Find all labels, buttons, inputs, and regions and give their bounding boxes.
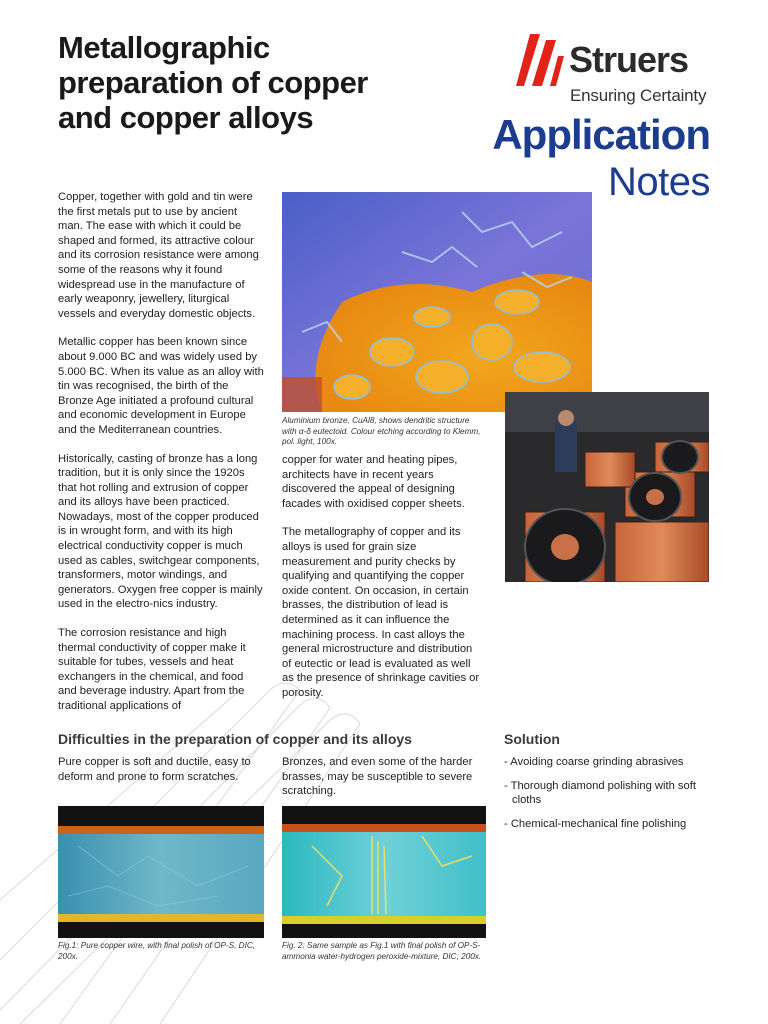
copper-cable-spools-photo: [505, 392, 709, 582]
metallography-paragraph: The metallography of copper and its alloys is used for grain size measurement and purity checks by qualifying and quantifying the copper oxide content. On occasion, in certain brasses, the distribution of lead is determined as it can influence the machining process. In cast alloys the general microstructure and distribution of eutectic or lead is evaluated as well as the presence of shrinkage cavities or porosity.: [282, 526, 480, 699]
brand-name: Struers: [569, 39, 689, 80]
intro-paragraph: Copper, together with gold and tin were the first metals put to use by ancient man. The ease with which it could be shaped and formed, its attractive colour and its corrosion resistance were among some of the reasons why it found widespread use in the manufacture of early weaponry, jewellery, liturgical vessels and everyday domestic objects.: [58, 191, 259, 320]
page-title: [58, 30, 438, 135]
micrograph-caption: Aluminium bronze, CuAl8, shows dendritic structure with α-δ eutectoid. Colour etching according to Klemm, pol. light, 100x.: [282, 416, 481, 446]
history-paragraph: Metallic copper has been known since about 9.000 BC and was widely used by 5.000 BC. When its value as an alloy with tin was recognised, the birth of the Bronze Age initiated a profound cultural and economic development in Europe and the Mediterranean countries.: [58, 336, 264, 436]
fig1-caption: Fig.1: Pure copper wire, with final polish of OP-S, DIC, 200x.: [58, 941, 256, 961]
bronze-paragraph: Historically, casting of bronze has a long tradition, but it is only since the 1920s that hot rolling and extrusion of copper and its alloys have been practiced. Nowadays, most of the copper produced is in wrought form, and with its high electrical conductivity copper is much used as cables, switchgear components, transformers, motor windings, and generators. Oxygen free copper is mainly used in the electro-nics industry.: [58, 452, 263, 611]
aluminium-bronze-micrograph: [282, 192, 592, 412]
intro-column: [58, 190, 264, 714]
metallography-column: [282, 453, 482, 701]
title-line-1: Metallographic: [58, 30, 270, 65]
solution-item: - Avoiding coarse grinding abrasives: [504, 756, 684, 768]
solution-list: [504, 755, 709, 840]
title-line-3: and copper alloys: [58, 100, 314, 135]
fig2-etched-copper-micrograph: [282, 806, 486, 938]
corrosion-paragraph: The corrosion resistance and high thermal conductivity of copper make it suitable for tubes, vessels and heat exchangers in the chemical, and food and beverage industry. Apart from the traditional applications of: [58, 627, 246, 712]
series-title-notes: Notes: [608, 160, 710, 204]
facades-paragraph: copper for water and heating pipes, architects have in recent years discovered the appeal of designing facades with oxidised copper sheets.: [282, 454, 465, 510]
struers-logo-icon: [516, 34, 564, 86]
difficulties-heading: Difficulties in the preparation of copper and its alloys: [58, 731, 412, 747]
brand-tagline: Ensuring Certainty: [570, 86, 707, 105]
solution-item: - Thorough diamond polishing with soft cloths: [504, 779, 696, 807]
title-line-2: preparation of copper: [58, 65, 368, 100]
fig2-caption: Fig. 2: Same sample as Fig.1 with final polish of OP-S-ammonia water-hydrogen peroxide-mixture, DIC, 200x.: [282, 941, 482, 961]
pure-copper-text: Pure copper is soft and ductile, easy to deform and prone to form scratches.: [58, 756, 251, 783]
fig1-pure-copper-micrograph: [58, 806, 264, 938]
solution-item: - Chemical-mechanical fine polishing: [504, 817, 687, 830]
solution-heading: Solution: [504, 731, 560, 747]
series-title-application: Application: [492, 111, 710, 158]
bronzes-text: Bronzes, and even some of the harder brasses, may be susceptible to severe scratching.: [282, 756, 473, 798]
